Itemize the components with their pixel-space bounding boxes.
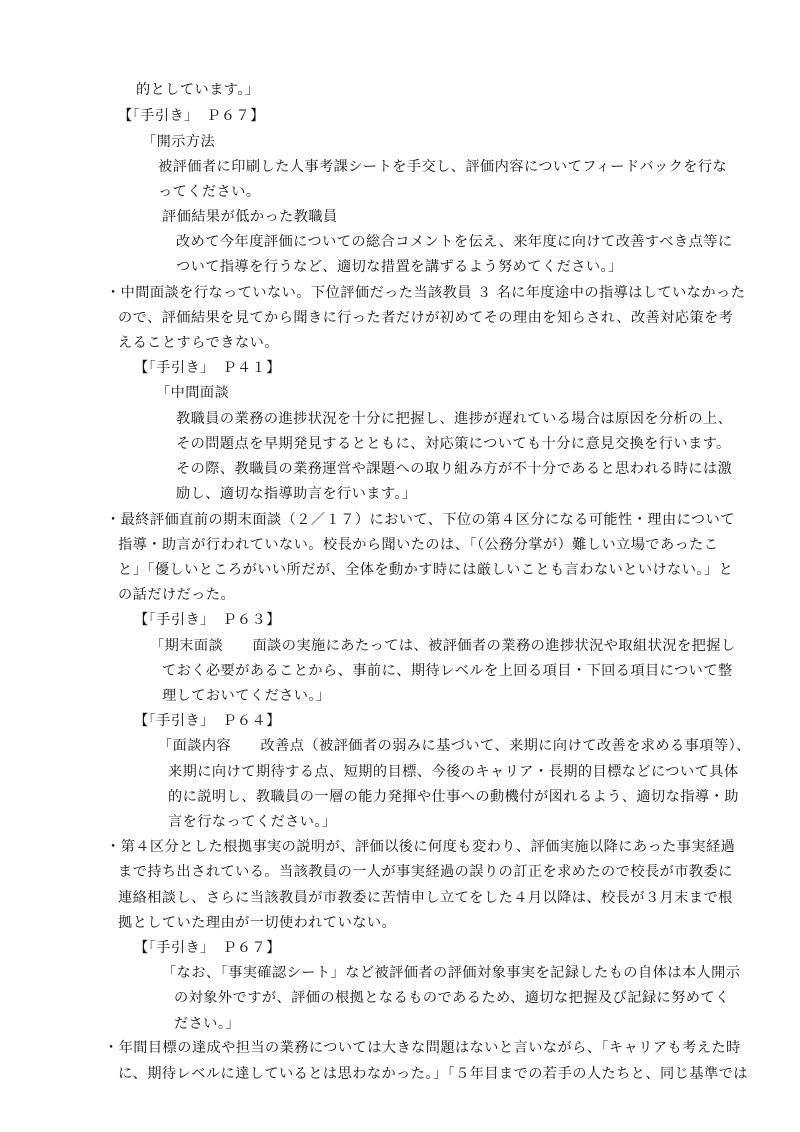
text-line-21: の話だけだった。 (118, 587, 236, 603)
text-line-34: 拠としていた理由が一切使われていない。 (118, 915, 397, 931)
text-line-24: ておく必要があることから、事前に、期待レベルを上回る項目・下回る項目について整 (162, 663, 733, 679)
text-line-5: ってください。 (158, 184, 261, 200)
text-line-16: その際、教職員の業務運営や課題への取り組み方が不十分であると思われる時には激 (176, 461, 733, 477)
text-line-37: の対象外ですが、評価の根拠となるものであるため、適切な把握及び記録に努めてく (174, 990, 730, 1006)
text-line-10: ので、評価結果を見てから聞きに行った者だけが初めてその理由を知らされ、改善対応策を考 (118, 310, 734, 326)
text-line-2: 【「手引き」 Ｐ６７】 (118, 108, 265, 124)
text-line-35: 【「手引き」 Ｐ６７】 (134, 940, 281, 956)
text-line-38: ださい。」 (174, 1016, 241, 1032)
text-line-26: 【「手引き」 Ｐ６４】 (134, 713, 281, 729)
text-line-20: と」「優しいところがいい所だが、全体を動かす時には厳しいことも言わないといけない。」と (118, 562, 734, 578)
text-line-6: 評価結果が低かった教職員 (162, 209, 338, 225)
text-line-13: 「中間面談 (156, 385, 230, 401)
text-line-11: えることすらできない。 (118, 335, 279, 351)
text-line-4: 被評価者に印刷した人事考課シートを手交し、評価内容についてフィードバックを行な (158, 159, 728, 175)
text-line-12: 【「手引き」 Ｐ４１】 (134, 360, 281, 376)
text-line-1: 的としています。」 (136, 82, 260, 98)
text-line-40: に、期待レベルに達しているとは思わなかった。」「５年目までの若手の人たちと、同じ基準では (118, 1066, 748, 1082)
text-line-9: ・中間面談を行なっていない。下位評価だった当該教員 ３ 名に年度途中の指導はしていなかった (106, 285, 746, 301)
text-line-30: 言を行なってください。」 (168, 814, 337, 830)
text-line-23: 「期末面談 面談の実施にあたっては、被評価者の業務の進捗状況や取組状況を把握し (150, 638, 736, 654)
text-line-14: 教職員の業務の進捗状況を十分に把握し、進捗が遅れている場合は原因を分析の上、 (176, 411, 733, 427)
text-line-32: まで持ち出されている。当該教員の一人が事実経過の誤りの訂正を求めたので校長が市教委に (118, 864, 733, 880)
text-line-27: 「面談内容 改善点（被評価者の弱みに基づいて、来期に向けて改善を求める事項等）、 (158, 738, 751, 754)
text-line-25: 理しておいてください。」 (162, 688, 331, 704)
text-line-33: 連絡相談し、さらに当該教員が市教委に苦情申し立てをした４月以降は、校長が３月末まで根 (118, 890, 733, 906)
text-line-8: ついて指導を行うなど、適切な措置を講ずるよう努めてください。」 (176, 259, 623, 275)
text-line-17: 励し、適切な指導助言を行います。」 (176, 486, 417, 502)
text-line-29: 的に説明し、教職員の一層の能力発揮や仕事への動機付が図れるよう、適切な指導・助 (168, 789, 739, 805)
text-line-39: ・年間目標の達成や担当の業務については大きな問題はないと言いながら、「キャリアも考えた時 (104, 1040, 741, 1056)
text-line-3: 「開示方法 (142, 134, 216, 150)
text-line-31: ・第４区分とした根拠事実の説明が、評価以後に何度も変わり、評価実施以降にあった事実経過 (106, 839, 736, 855)
text-line-18: ・最終評価直前の期末面談（２／１７）において、下位の第４区分になる可能性・理由について (106, 512, 735, 528)
text-line-19: 指導・助言が行われていない。校長から聞いたのは、「（公務分掌が）難しい立場であったこ (118, 537, 719, 553)
text-line-28: 来期に向けて期待する点、短期的目標、今後のキャリア・長期的目標などについて具体 (168, 764, 739, 780)
text-line-22: 【「手引き」 Ｐ６３】 (134, 612, 281, 628)
text-line-15: その問題点を早期発見するとともに、対応策についても十分に意見交換を行います。 (176, 436, 731, 452)
text-line-36: 「なお、「事実確認シート」など被評価者の評価対象事実を記録したもの自体は本人開示 (162, 965, 741, 981)
text-line-7: 改めて今年度評価についての総合コメントを伝え、来年度に向けて改善すべき点等に (176, 234, 733, 250)
